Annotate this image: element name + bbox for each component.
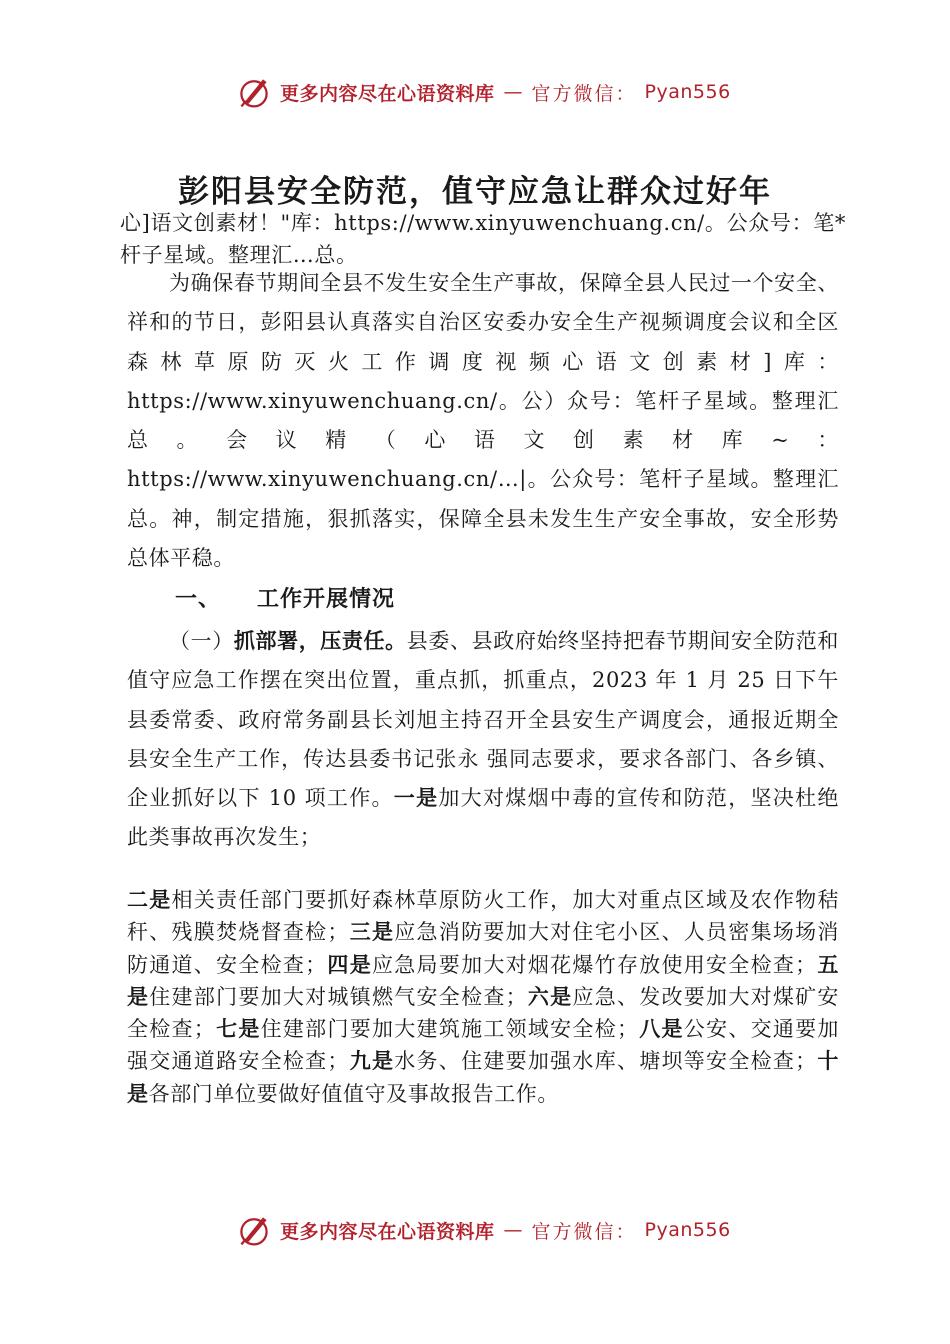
source-note: 心]语文创素材！"库：https://www.xinyuwenchuang.cn/。公众号：笔*杆子星域。整理汇…总。 <box>120 211 846 268</box>
section-number: 一、 <box>175 587 222 612</box>
intro-text: 为确保春节期间全县不发生安全生产事故，保障全县人民过一个安全、祥和的节日，彭阳县认真落实自治区安委办安全生产视频调度会议和全区森林草原防灭火工作调度视频心语文创素材]库：https://www.xinyuwenchuang.cn/。公）众号：笔杆子星域。整理汇总。会议精（心语文创素材库~：https://www.xinyuwenchuang.cn/…|。公众号：笔杆子星域。整理汇总。神，制定措施，狠抓落实，保障全县未发生生产安全事故，安全形势总体平稳。 <box>127 271 839 571</box>
quill-pen-icon <box>236 74 272 110</box>
task-text: 应急、发改要加大对煤矿安全检查； <box>127 984 840 1042</box>
quill-pen-icon <box>236 1212 272 1248</box>
task-text: 应急局要加大对烟花爆竹存放使用安全检查； <box>371 952 817 977</box>
item1-prefix: （一） <box>169 629 234 653</box>
watermark-dash: — <box>503 81 523 103</box>
watermark-wechat-label: 官方微信： <box>531 82 637 105</box>
task-tag: 四是 <box>326 952 372 977</box>
item1-text: 县委、县政府始终坚持把春节期间安全防范和值守应急工作摆在突出位置，重点抓，抓重点，2023 年 1 月 25 日下午县委常委、政府常务副县长刘旭主持召开全县安生产调度会，通报近期全县安全生产工作，传达县委书记张永 强同志要求，要求各部门、各乡镇、企业抓好以下 10 项工作。 <box>127 629 839 811</box>
task-tag: 九是 <box>349 1049 395 1074</box>
section-heading-text: 工作开展情况 <box>257 587 396 612</box>
task-text: 公安、交通要加强交通道路安全检查； <box>127 1017 840 1074</box>
document-title: 彭阳县安全防范，值守应急让群众过好年 <box>178 174 772 210</box>
task-text: 住建部门要加大对城镇燃气安全检查； <box>149 984 528 1009</box>
footer-watermark <box>236 1210 731 1250</box>
item1-bold-heading: 抓部署，压责任。 <box>233 629 407 653</box>
task-tag: 六是 <box>527 984 573 1009</box>
task-text: 各部门单位要做好值值守及事故报告工作。 <box>148 1081 560 1106</box>
watermark-wechat-label: 官方微信： <box>531 1220 637 1243</box>
task-tag: 一是 <box>393 786 439 811</box>
task-tag: 三是 <box>349 920 395 945</box>
task-text: 加大对煤烟中毒的宣传和防范，坚决杜绝此类事故再次发生； <box>127 786 839 850</box>
section-heading <box>175 582 395 613</box>
watermark-main-text: 更多内容尽在心语资料库 <box>280 1220 495 1243</box>
task-text: 应急消防要加大对住宅小区、人员密集场场消防通道、安全检查； <box>127 920 840 977</box>
watermark-main-text: 更多内容尽在心语资料库 <box>280 82 495 105</box>
task-tag: 七是 <box>215 1017 261 1042</box>
task-tag: 五是 <box>127 952 840 1009</box>
watermark-wechat-id: Pyan556 <box>644 81 731 103</box>
task-text: 相关责任部门要抓好森林草原防火工作，加大对重点区域及农作物秸秆、残膜焚烧督查检； <box>127 888 839 945</box>
task-text: 住建部门要加大建筑施工领域安全检； <box>260 1017 639 1042</box>
watermark-wechat-id: Pyan556 <box>644 1219 731 1241</box>
header-watermark <box>236 72 731 112</box>
task-tag: 十是 <box>127 1049 840 1106</box>
task-tag: 二是 <box>127 888 172 912</box>
watermark-dash: — <box>503 1219 523 1241</box>
intro-paragraph <box>127 264 839 578</box>
item1-intro-paragraph <box>127 622 839 858</box>
task-tag: 八是 <box>638 1017 684 1042</box>
task-text: 水务、住建要加强水库、塘坝等安全检查； <box>394 1049 817 1074</box>
item1-tasks-paragraph <box>127 884 839 1110</box>
